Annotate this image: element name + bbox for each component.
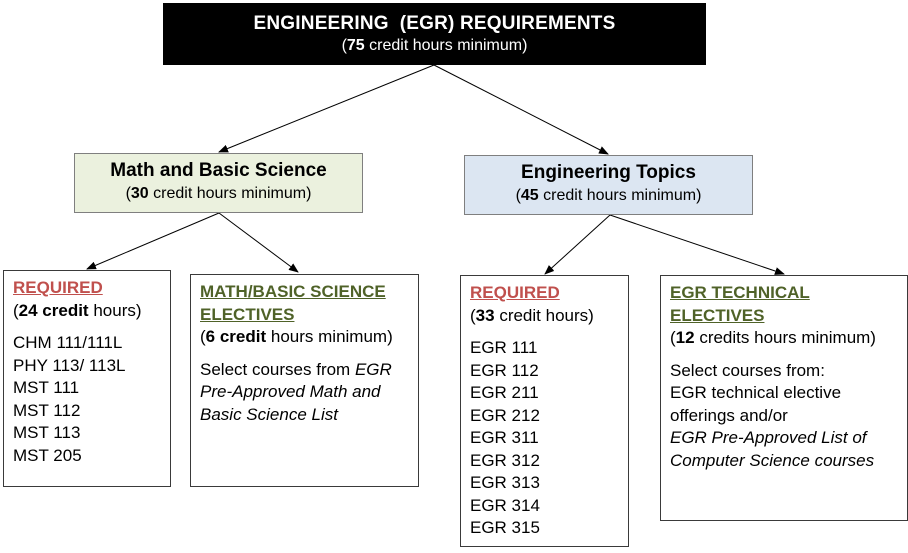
math-required-heading: REQUIRED — [13, 278, 103, 297]
engineering-topics-subtitle — [465, 187, 752, 205]
select-italic: EGR — [354, 359, 392, 379]
math-electives-credits — [200, 326, 418, 349]
math-basic-science-box — [74, 153, 363, 213]
arrow-eng-to-electives — [610, 215, 784, 274]
course-item: MST 111 — [13, 378, 80, 397]
math-basic-science-subtitle — [75, 185, 362, 203]
paren: ( — [470, 305, 476, 325]
course-item: PHY 113/ 113L — [13, 355, 126, 375]
math-required-credits — [13, 300, 170, 323]
math-electives-heading-line2: ELECTIVES — [200, 304, 295, 324]
course-item: MST 113 — [13, 423, 81, 442]
select-italic: Basic Science List — [200, 404, 338, 424]
paren: ( — [341, 37, 347, 54]
eng-required-heading: REQUIRED — [470, 283, 560, 302]
select-italic: EGR Pre-Approved List of — [670, 428, 867, 447]
engineering-topics-title: Engineering Topics — [521, 162, 696, 183]
eng-required-credits — [470, 305, 628, 328]
credit-number: 12 — [675, 328, 695, 347]
eng-electives-credits — [670, 327, 907, 350]
egr-requirements-header-box — [163, 3, 706, 65]
credit-number: 30 — [130, 185, 149, 202]
eng-electives-box — [660, 275, 908, 521]
arrow-math-to-electives — [219, 213, 298, 272]
paren: ( — [125, 185, 131, 202]
course-item: EGR 314 — [470, 495, 540, 515]
eng-electives-select-line2: EGR technical elective — [670, 383, 842, 402]
paren: ( — [515, 187, 521, 204]
subtitle-rest: credit hours minimum) — [364, 37, 528, 54]
math-required-box — [3, 270, 171, 487]
math-electives-heading-line1: MATH/BASIC SCIENCE — [200, 282, 386, 301]
credit-number: 45 — [520, 187, 539, 204]
credits-rest: hours) — [88, 300, 142, 320]
eng-required-box — [460, 275, 629, 547]
select-text: Select courses from — [200, 359, 355, 379]
course-item: CHM 111/111L — [13, 333, 123, 352]
eng-electives-heading-line1: EGR TECHNICAL — [670, 283, 810, 302]
arrow-top-to-math — [219, 65, 434, 152]
eng-electives-select-line3: offerings and/or — [670, 405, 788, 425]
arrow-math-to-required — [87, 213, 219, 269]
course-item: EGR 211 — [470, 383, 539, 402]
math-electives-select-line1 — [200, 359, 418, 382]
math-basic-science-title: Math and Basic Science — [110, 160, 327, 181]
course-item: MST 112 — [13, 400, 81, 420]
eng-electives-select-line1: Select courses from: — [670, 360, 825, 380]
eng-electives-heading-line2: ELECTIVES — [670, 305, 765, 325]
math-electives-box — [190, 274, 419, 487]
credits-rest: credit hours) — [494, 305, 594, 325]
select-italic: Pre-Approved Math and — [200, 382, 381, 401]
course-item: EGR 313 — [470, 473, 540, 492]
paren: ( — [13, 300, 19, 320]
credit-number: 75 — [346, 37, 365, 54]
credit-number: 24 credit — [18, 300, 89, 320]
paren: ( — [670, 328, 676, 347]
engineering-topics-box — [464, 155, 753, 215]
credit-number: 6 credit — [205, 327, 267, 346]
arrow-top-to-eng — [434, 65, 608, 154]
course-item: EGR 315 — [470, 518, 540, 537]
credits-rest: hours minimum) — [266, 327, 393, 346]
select-italic: Computer Science courses — [670, 450, 875, 470]
course-item: MST 205 — [13, 445, 82, 465]
eng-electives-select-line4 — [670, 427, 907, 450]
course-item: EGR 111 — [470, 338, 538, 357]
math-electives-select-line2 — [200, 381, 418, 404]
course-item: EGR 312 — [470, 450, 540, 470]
subtitle-rest: credit hours minimum) — [538, 187, 702, 204]
math-electives-select-line3 — [200, 404, 418, 427]
credits-rest: credits hours minimum) — [694, 328, 876, 347]
course-item: EGR 112 — [470, 360, 539, 380]
paren: ( — [200, 327, 206, 346]
eng-electives-select-line5 — [670, 450, 907, 473]
course-item: EGR 212 — [470, 405, 540, 425]
credit-number: 33 — [475, 305, 495, 325]
subtitle-rest: credit hours minimum) — [148, 185, 312, 202]
egr-requirements-subtitle — [163, 37, 706, 55]
course-item: EGR 311 — [470, 428, 539, 447]
arrow-eng-to-required — [545, 215, 610, 274]
egr-requirements-title: ENGINEERING (EGR) REQUIREMENTS — [253, 13, 616, 34]
